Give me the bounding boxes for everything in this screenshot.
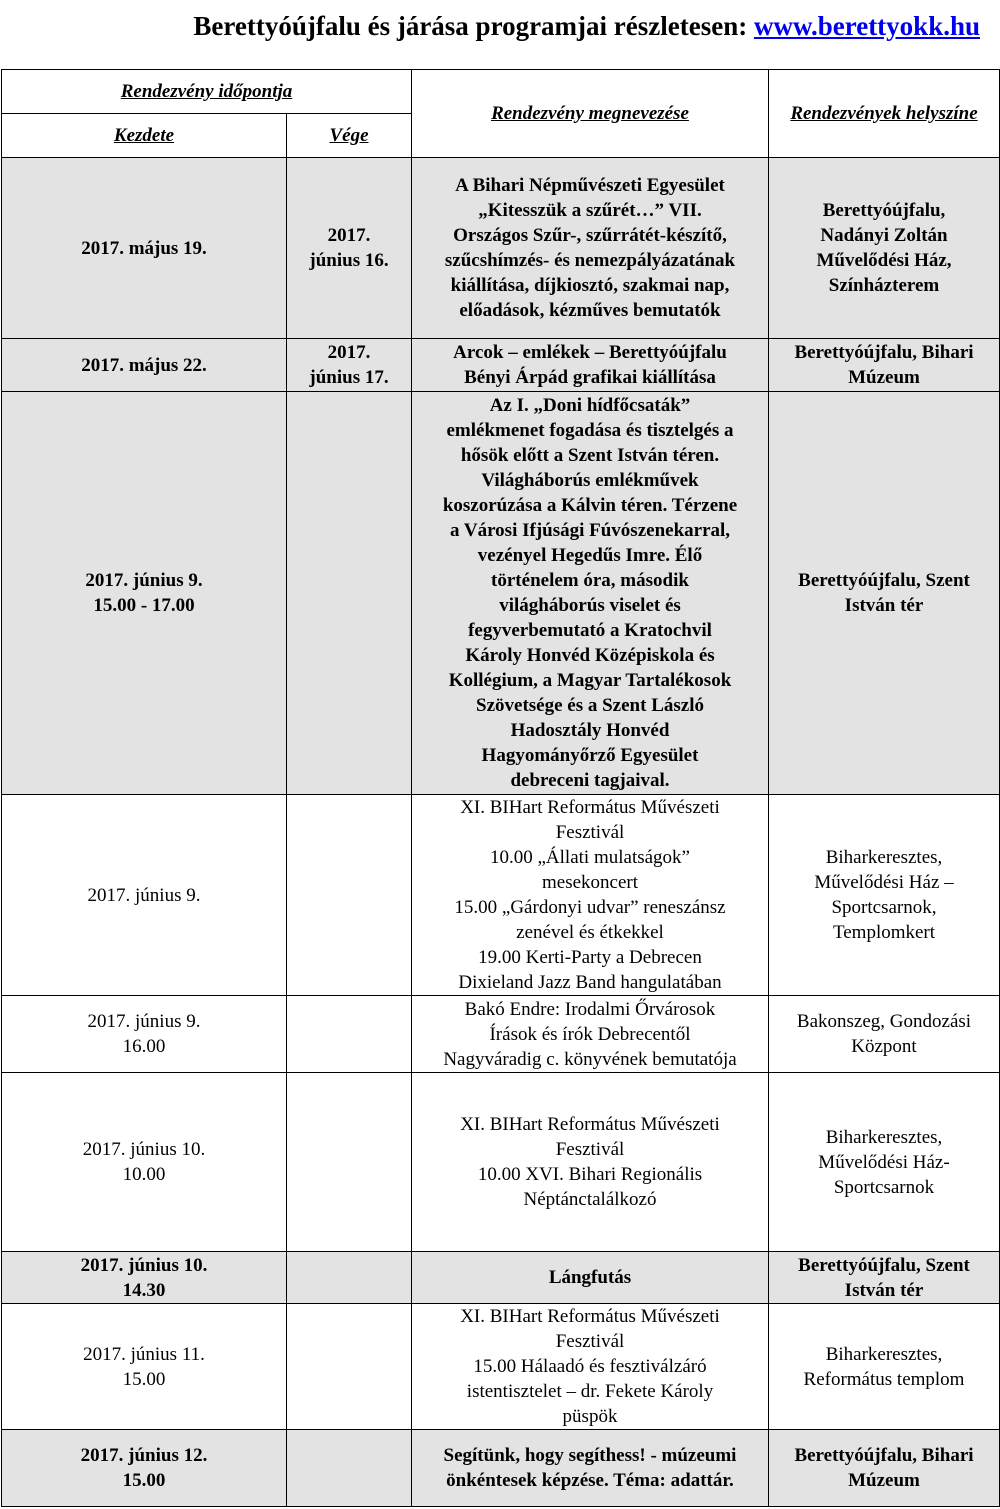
cell-line: Művelődési Ház- — [818, 1151, 950, 1173]
cell-line: koszorúzása a Kálvin téren. Térzene — [442, 495, 738, 516]
header-event-name: Rendezvény megnevezése — [412, 70, 769, 158]
cell-line: XI. BIHart Református Művészeti — [460, 797, 720, 818]
cell-end — [287, 996, 412, 1073]
cell-line: 10.00 XVI. Bihari Regionális — [477, 1164, 703, 1185]
cell-line: István tér — [844, 1279, 924, 1301]
cell-venue — [769, 1304, 1000, 1430]
cell-event-name — [412, 158, 769, 339]
cell-event-name — [412, 795, 769, 996]
cell-line: Sportcsarnok, — [831, 897, 937, 918]
cell-line: 16.00 — [122, 1036, 166, 1057]
cell-line: vezényel Hegedűs Imre. Élő — [477, 545, 703, 566]
cell-line: június 16. — [309, 250, 389, 271]
cell-line: Sportcsarnok — [833, 1176, 935, 1198]
cell-line: Fesztivál — [555, 1331, 625, 1352]
cell-line: kiállítása, díjkiosztó, szakmai nap, — [450, 275, 730, 296]
cell-line: 2017. június 9. — [85, 570, 203, 591]
cell-line: Bakonszeg, Gondozási — [796, 1011, 972, 1032]
page-title — [0, 8, 1000, 44]
cell-line: Biharkeresztes, — [825, 1343, 943, 1365]
table-row — [2, 158, 1000, 339]
cell-line: Károly Honvéd Középiskola és — [465, 645, 715, 666]
cell-line: 2017. június 11. — [83, 1343, 205, 1365]
cell-line: 2017. május 22. — [81, 354, 207, 376]
cell-event-name — [412, 339, 769, 392]
table-row — [2, 1430, 1000, 1507]
header-end: Vége — [287, 114, 412, 158]
cell-venue — [769, 1252, 1000, 1304]
cell-line: István tér — [844, 595, 924, 616]
cell-venue — [769, 996, 1000, 1073]
header-venue: Rendezvények helyszíne — [769, 70, 1000, 158]
cell-line: Fesztivál — [555, 1139, 625, 1160]
cell-line: Református templom — [803, 1368, 965, 1390]
cell-line: Berettyóújfalu, Bihari — [794, 342, 974, 363]
cell-line: Néptánctalálkozó — [523, 1189, 657, 1210]
cell-line: istentisztelet – dr. Fekete Károly — [466, 1381, 714, 1402]
header-time-group: Rendezvény időpontja — [2, 70, 412, 114]
website-link[interactable]: www.berettyokk.hu — [753, 11, 980, 41]
cell-line: Hadosztály Honvéd — [510, 720, 670, 741]
cell-line: Művelődési Ház, — [816, 250, 952, 271]
cell-line: 2017. június 9. — [87, 1011, 201, 1032]
cell-line: 10.00 — [122, 1164, 166, 1185]
cell-venue — [769, 1430, 1000, 1507]
cell-line: mesekoncert — [541, 872, 638, 893]
cell-line: 19.00 Kerti-Party a Debrecen — [478, 947, 702, 968]
cell-start — [2, 996, 287, 1073]
cell-line: Fesztivál — [555, 822, 625, 843]
cell-line: Nadányi Zoltán — [820, 225, 948, 246]
cell-line: 15.00 „Gárdonyi udvar” reneszánsz — [454, 897, 726, 918]
title-text: Berettyóújfalu és járása programjai részletesen: — [193, 11, 748, 41]
cell-line: világháborús viselet és — [499, 595, 681, 616]
cell-line: 2017. június 10. — [82, 1139, 206, 1160]
cell-line: 10.00 „Állati mulatságok” — [490, 847, 690, 868]
cell-line: történelem óra, második — [491, 570, 689, 591]
events-table — [1, 69, 1000, 1507]
cell-line: Berettyóújfalu, Szent — [798, 1254, 970, 1276]
cell-line: püspök — [562, 1406, 618, 1427]
table-row — [2, 1304, 1000, 1430]
cell-line: Központ — [851, 1036, 917, 1057]
cell-line: a Városi Ifjúsági Fúvószenekarral, — [449, 520, 731, 541]
cell-line: önkéntesek képzése. Téma: adattár. — [446, 1470, 734, 1491]
table-row — [2, 996, 1000, 1073]
cell-line: Dixieland Jazz Band hangulatában — [458, 972, 722, 993]
cell-line: 2017. június 12. — [80, 1445, 208, 1466]
cell-end — [287, 158, 412, 339]
cell-line: emlékmenet fogadása és tisztelgés a — [446, 420, 734, 441]
cell-line: Bakó Endre: Irodalmi Őrvárosok — [464, 998, 716, 1020]
cell-venue — [769, 795, 1000, 996]
cell-line: Berettyóújfalu, Szent — [798, 570, 970, 591]
cell-start — [2, 1430, 287, 1507]
cell-line: szűcshímzés- és nemezpályázatának — [444, 250, 736, 271]
cell-line: Országos Szűr-, szűrrátét-készítő, — [453, 225, 727, 246]
cell-start — [2, 1073, 287, 1252]
cell-line: Berettyóújfalu, — [822, 200, 946, 221]
cell-line: Biharkeresztes, — [825, 847, 943, 868]
cell-line: Írások és írók Debrecentől — [489, 1023, 691, 1045]
cell-start — [2, 158, 287, 339]
cell-line: 15.00 — [122, 1368, 166, 1390]
cell-line: Kollégium, a Magyar Tartalékosok — [448, 670, 732, 691]
cell-line: A Bihari Népművészeti Egyesület — [455, 175, 725, 196]
cell-line: fegyverbemutató a Kratochvil — [468, 620, 712, 641]
cell-line: Lángfutás — [548, 1267, 632, 1288]
cell-venue — [769, 339, 1000, 392]
cell-line: Arcok – emlékek – Berettyóújfalu — [453, 342, 727, 363]
cell-line: Művelődési Ház – — [814, 872, 954, 893]
cell-start — [2, 1304, 287, 1430]
cell-start — [2, 392, 287, 795]
cell-end — [287, 1304, 412, 1430]
cell-end — [287, 1252, 412, 1304]
cell-event-name — [412, 1304, 769, 1430]
cell-line: „Kitesszük a szűrét…” VII. — [478, 200, 702, 221]
table-row — [2, 1073, 1000, 1252]
cell-end — [287, 795, 412, 996]
cell-end — [287, 339, 412, 392]
cell-venue — [769, 158, 1000, 339]
cell-line: Múzeum — [848, 1470, 920, 1491]
cell-start — [2, 339, 287, 392]
cell-line: 15.00 — [122, 1470, 166, 1491]
cell-start — [2, 1252, 287, 1304]
cell-event-name — [412, 996, 769, 1073]
table-row — [2, 392, 1000, 795]
cell-line: 15.00 - 17.00 — [93, 595, 195, 616]
cell-event-name — [412, 1252, 769, 1304]
cell-line: hősök előtt a Szent István téren. — [460, 445, 720, 466]
cell-line: zenével és étkekkel — [516, 922, 664, 943]
cell-line: 2017. június 9. — [87, 884, 201, 906]
cell-line: Hagyományőrző Egyesület — [481, 745, 699, 766]
cell-start — [2, 795, 287, 996]
cell-line: XI. BIHart Református Művészeti — [460, 1306, 720, 1327]
cell-line: XI. BIHart Református Művészeti — [460, 1114, 720, 1135]
cell-end — [287, 1073, 412, 1252]
cell-venue — [769, 392, 1000, 795]
cell-line: Múzeum — [848, 367, 920, 388]
cell-line: Szövetsége és a Szent László — [476, 695, 704, 716]
cell-event-name — [412, 1430, 769, 1507]
cell-line: debreceni tagjaival. — [510, 770, 670, 791]
cell-line: Templomkert — [832, 922, 936, 943]
cell-line: előadások, kézműves bemutatók — [459, 300, 721, 321]
cell-line: Az I. „Doni hídfőcsaták” — [489, 395, 691, 416]
cell-line: 2017. június 10. — [80, 1254, 208, 1276]
cell-event-name — [412, 1073, 769, 1252]
cell-line: Színházterem — [828, 275, 940, 296]
cell-line: 2017. — [327, 342, 371, 363]
cell-end — [287, 392, 412, 795]
table-row — [2, 795, 1000, 996]
cell-line: Bényi Árpád grafikai kiállítása — [464, 367, 716, 388]
cell-line: Segítünk, hogy segíthess! - múzeumi — [443, 1445, 737, 1466]
cell-line: Biharkeresztes, — [825, 1126, 943, 1148]
cell-line: 14.30 — [122, 1279, 166, 1301]
cell-end — [287, 1430, 412, 1507]
cell-line: 15.00 Hálaadó és fesztiválzáró — [473, 1356, 707, 1377]
cell-line: június 17. — [309, 367, 389, 388]
table-row — [2, 1252, 1000, 1304]
header-start: Kezdete — [2, 114, 287, 158]
table-row — [2, 339, 1000, 392]
cell-event-name — [412, 392, 769, 795]
cell-line: Berettyóújfalu, Bihari — [794, 1445, 974, 1466]
cell-line: Világháborús emlékművek — [481, 470, 699, 491]
cell-line: 2017. május 19. — [81, 237, 207, 259]
cell-line: 2017. — [327, 225, 371, 246]
cell-venue — [769, 1073, 1000, 1252]
cell-line: Nagyváradig c. könyvének bemutatója — [443, 1048, 737, 1070]
